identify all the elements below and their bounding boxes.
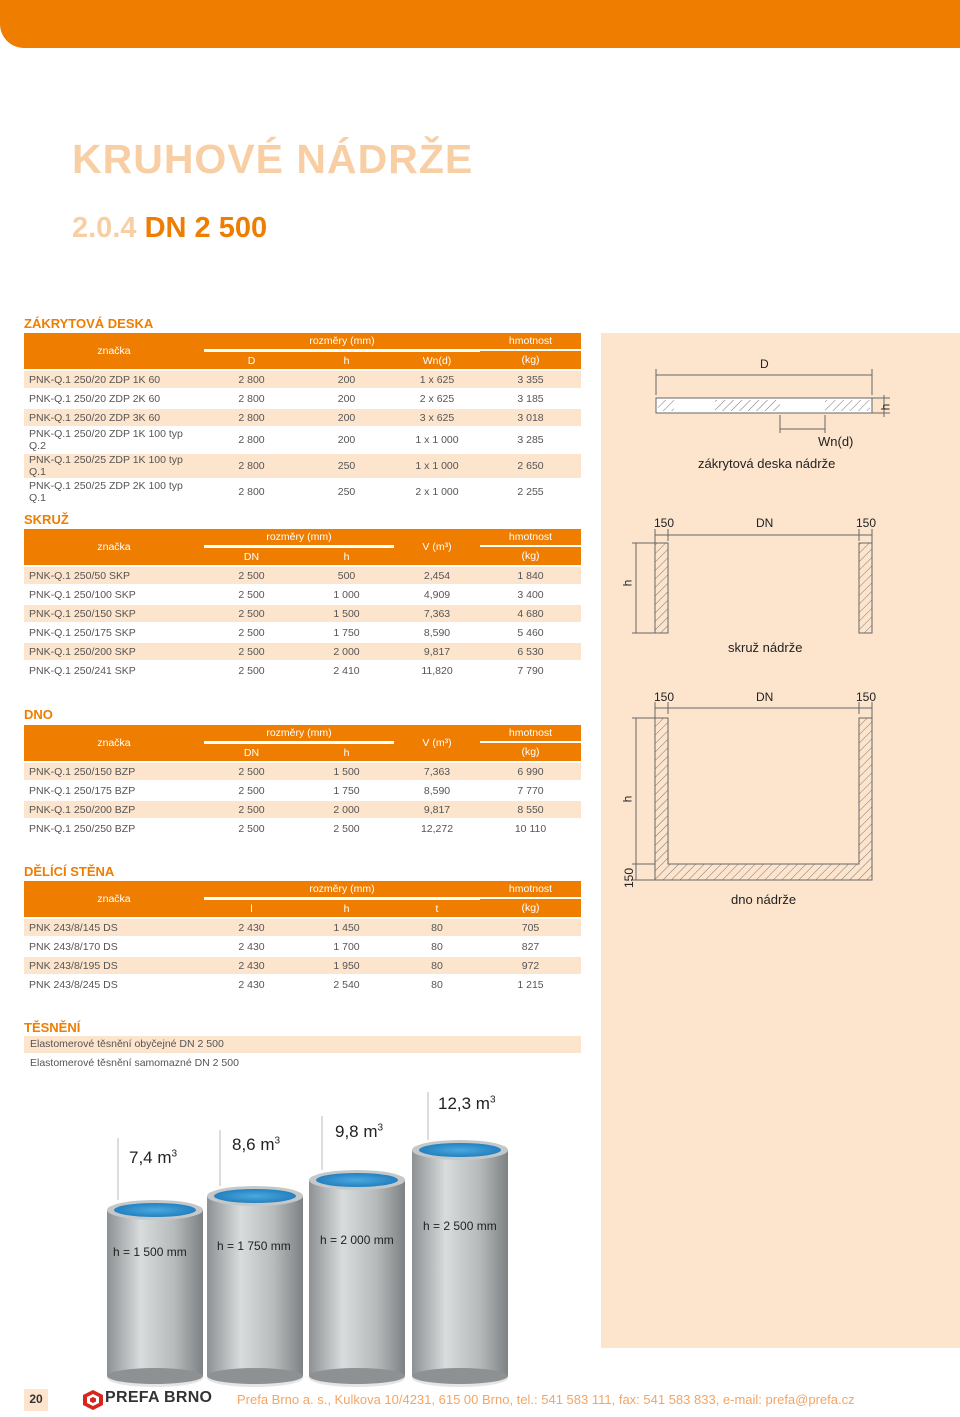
tank-volume: 9,8 $m^3$ bbox=[335, 1122, 384, 1141]
col-h: h bbox=[299, 743, 394, 761]
table-cell: 9,817 bbox=[394, 643, 480, 660]
table-cell: 2 430 bbox=[238, 978, 265, 991]
table-cell: 11,820 bbox=[421, 664, 453, 677]
tank-height: h = 1 500 mm bbox=[113, 1245, 187, 1259]
page-subtitle bbox=[72, 212, 267, 245]
tanks-illustration bbox=[0, 1080, 600, 1380]
col-t: t bbox=[394, 899, 480, 917]
col-dn: DN bbox=[204, 743, 299, 761]
dno-dim-right: 150 bbox=[856, 690, 877, 704]
table-cell: 1 000 bbox=[333, 588, 360, 601]
table-cell: 2 500 bbox=[204, 801, 299, 818]
table-cell: 1 840 bbox=[480, 567, 581, 584]
table-cell: 6 530 bbox=[480, 643, 581, 660]
table-cell: 2 500 bbox=[238, 664, 265, 677]
col-dn: DN bbox=[204, 547, 299, 565]
tesneni-item: Elastomerové těsnění obyčejné DN 2 500 bbox=[24, 1036, 581, 1053]
footer-contact: Prefa Brno a. s., Kulkova 10/4231, 615 00 Brno, tel.: 541 583 111, fax: 541 583 833, e-mail: prefa@prefa.cz bbox=[237, 1392, 855, 1407]
table-cell: 2 540 bbox=[333, 978, 360, 991]
table-cell: 12,272 bbox=[420, 822, 454, 835]
table-cell: 4 680 bbox=[480, 605, 581, 622]
col-znacka: značka bbox=[24, 881, 204, 917]
table-cell: 2 500 bbox=[238, 588, 265, 601]
col-hmotnost: hmotnost bbox=[480, 333, 581, 349]
table-cell: 2 800 bbox=[238, 486, 265, 498]
table-cell: 2 500 bbox=[204, 605, 299, 622]
table-row bbox=[24, 976, 581, 993]
table-cell: 200 bbox=[337, 434, 356, 446]
col-v: V (m³) bbox=[394, 725, 480, 761]
table-row bbox=[24, 957, 581, 974]
dno-dim-dn: DN bbox=[756, 690, 774, 704]
col-l: l bbox=[204, 899, 299, 917]
cell-znacka: PNK-Q.1 250/20 ZDP 1K 100 typ Q.2 bbox=[29, 428, 183, 452]
table-cell: 2 500 bbox=[238, 626, 265, 639]
table-cell: 1 215 bbox=[517, 978, 544, 991]
table-cell: 2 255 bbox=[517, 486, 544, 498]
table-cell: 1 x 1 000 bbox=[415, 434, 459, 446]
cell-znacka: PNK-Q.1 250/50 SKP bbox=[24, 567, 204, 584]
dno-dim-bottom: 150 bbox=[622, 867, 637, 889]
table-cell: 10 110 bbox=[514, 822, 547, 835]
deska-dim-d: D bbox=[760, 357, 769, 371]
table-cell: 1 750 bbox=[333, 784, 360, 797]
col-kg: (kg) bbox=[480, 547, 581, 565]
cell-znacka: PNK-Q.1 250/250 BZP bbox=[29, 822, 136, 835]
table-row bbox=[24, 643, 581, 660]
table-cell: 2 000 bbox=[299, 643, 394, 660]
table-cell: 3 400 bbox=[517, 588, 544, 601]
table-cell: 1 450 bbox=[299, 919, 394, 936]
table-row bbox=[24, 763, 581, 780]
col-rozmery: rozměry (mm) bbox=[204, 725, 394, 741]
brand-name: PREFA BRNO bbox=[105, 1389, 213, 1406]
cell-znacka: PNK-Q.1 250/25 ZDP 2K 100 typ Q.1 bbox=[29, 480, 183, 504]
dno-drawing bbox=[600, 688, 960, 888]
col-znacka: značka bbox=[24, 529, 204, 565]
table-cell: 827 bbox=[521, 940, 540, 953]
table-cell: 250 bbox=[299, 454, 394, 478]
table-cell: 1 500 bbox=[299, 605, 394, 622]
table-cell: 250 bbox=[337, 486, 356, 498]
table-cell: 6 990 bbox=[480, 763, 581, 780]
table-cell: 8,590 bbox=[423, 784, 451, 797]
table-cell: 2 800 bbox=[238, 392, 265, 405]
table-row bbox=[24, 782, 581, 799]
table-cell: 2 430 bbox=[238, 940, 265, 953]
table-cell: 2 000 bbox=[299, 801, 394, 818]
col-hmotnost: hmotnost bbox=[480, 529, 581, 545]
table-cell: 1 500 bbox=[299, 763, 394, 780]
cell-znacka: PNK-Q.1 250/150 BZP bbox=[24, 763, 204, 780]
table-cell: 2 500 bbox=[333, 822, 360, 835]
tank-volume: 7,4 $m^3$ bbox=[129, 1148, 178, 1167]
col-kg: (kg) bbox=[480, 743, 581, 761]
page-title: KRUHOVÉ NÁDRŽE bbox=[72, 136, 474, 182]
table-cell: 3 018 bbox=[480, 409, 581, 426]
skruz-dim-dn: DN bbox=[756, 516, 774, 530]
cell-znacka: PNK 243/8/195 DS bbox=[24, 957, 204, 974]
tank-height: h = 2 000 mm bbox=[320, 1233, 394, 1247]
table-cell: 80 bbox=[394, 957, 480, 974]
tesneni-item: Elastomerové těsnění samomazné DN 2 500 bbox=[30, 1057, 239, 1069]
table-row bbox=[24, 919, 581, 936]
zakrytova-table bbox=[24, 331, 581, 506]
skruz-dim-h: h bbox=[620, 579, 635, 587]
table-cell: 200 bbox=[299, 371, 394, 388]
cell-znacka: PNK-Q.1 250/241 SKP bbox=[29, 664, 136, 677]
col-d: D bbox=[204, 351, 299, 369]
table-row bbox=[24, 480, 581, 504]
section-title-skruz: SKRUŽ bbox=[24, 512, 69, 527]
section-name: DN 2 500 bbox=[144, 212, 268, 244]
table-cell: 7 790 bbox=[517, 664, 544, 677]
table-cell: 80 bbox=[431, 940, 443, 953]
cell-znacka: PNK-Q.1 250/175 SKP bbox=[29, 626, 136, 639]
table-cell: 2 x 625 bbox=[419, 392, 455, 405]
col-znacka: značka bbox=[24, 725, 204, 761]
table-row bbox=[24, 390, 581, 407]
skruz-dim-right: 150 bbox=[856, 516, 877, 530]
table-cell: 2 500 bbox=[204, 763, 299, 780]
cell-znacka: PNK-Q.1 250/25 ZDP 1K 100 typ Q.1 bbox=[24, 454, 204, 478]
table-cell: 8 550 bbox=[480, 801, 581, 818]
dno-table bbox=[24, 723, 581, 839]
skruz-caption: skruž nádrže bbox=[728, 640, 803, 655]
table-row bbox=[24, 567, 581, 584]
tank-volume: 12,3 $m^3$ bbox=[438, 1094, 496, 1113]
table-cell: 2 500 bbox=[238, 784, 265, 797]
table-cell: 8,590 bbox=[423, 626, 451, 639]
tesneni-list bbox=[24, 1036, 581, 1074]
col-kg: (kg) bbox=[480, 899, 581, 917]
tank-height: h = 1 750 mm bbox=[217, 1239, 291, 1253]
section-title-dno: DNO bbox=[24, 707, 53, 722]
cell-znacka: PNK-Q.1 250/200 SKP bbox=[24, 643, 204, 660]
section-title-zakrytova: ZÁKRYTOVÁ DESKA bbox=[24, 316, 154, 331]
tank-height: h = 2 500 mm bbox=[423, 1219, 497, 1233]
cell-znacka: PNK-Q.1 250/200 BZP bbox=[24, 801, 204, 818]
tank-volume: 8,6 $m^3$ bbox=[232, 1135, 281, 1154]
table-cell: 3 355 bbox=[480, 371, 581, 388]
table-cell: 80 bbox=[394, 919, 480, 936]
table-cell: 500 bbox=[299, 567, 394, 584]
table-cell: 200 bbox=[299, 409, 394, 426]
col-znacka: značka bbox=[24, 333, 204, 369]
table-row bbox=[24, 409, 581, 426]
table-cell: 705 bbox=[480, 919, 581, 936]
table-row bbox=[24, 428, 581, 452]
col-v: V (m³) bbox=[394, 529, 480, 565]
table-cell: 1 950 bbox=[299, 957, 394, 974]
col-kg: (kg) bbox=[480, 351, 581, 369]
table-cell: 1 x 625 bbox=[394, 371, 480, 388]
cell-znacka: PNK 243/8/245 DS bbox=[29, 978, 118, 991]
table-row bbox=[24, 586, 581, 603]
table-cell: 2 800 bbox=[204, 371, 299, 388]
col-h: h bbox=[299, 351, 394, 369]
cell-znacka: PNK-Q.1 250/175 BZP bbox=[29, 784, 136, 797]
col-hmotnost: hmotnost bbox=[480, 881, 581, 897]
table-cell: 4,909 bbox=[423, 588, 451, 601]
prefa-logo-icon bbox=[82, 1389, 104, 1411]
table-row bbox=[24, 605, 581, 622]
page-number: 20 bbox=[29, 1392, 43, 1406]
table-row bbox=[24, 454, 581, 478]
col-h: h bbox=[299, 547, 394, 565]
deska-caption: zákrytová deska nádrže bbox=[698, 456, 836, 471]
cell-znacka: PNK-Q.1 250/20 ZDP 3K 60 bbox=[24, 409, 204, 426]
section-number: 2.0.4 bbox=[72, 212, 137, 244]
cell-znacka: PNK-Q.1 250/100 SKP bbox=[29, 588, 136, 601]
table-cell: 2 500 bbox=[204, 567, 299, 584]
table-cell: 3 285 bbox=[517, 434, 544, 446]
dno-caption: dno nádrže bbox=[731, 892, 797, 907]
table-row bbox=[24, 801, 581, 818]
dno-dim-h: h bbox=[620, 795, 635, 803]
table-row bbox=[24, 371, 581, 388]
top-bar bbox=[0, 0, 960, 48]
table-cell: 1 750 bbox=[333, 626, 360, 639]
col-rozmery: rozměry (mm) bbox=[204, 881, 480, 897]
table-cell: 2,454 bbox=[394, 567, 480, 584]
col-rozmery: rozměry (mm) bbox=[204, 529, 394, 545]
table-row bbox=[24, 938, 581, 955]
skruz-dim-left: 150 bbox=[654, 516, 675, 530]
table-cell: 2 500 bbox=[204, 643, 299, 660]
table-cell: 2 410 bbox=[333, 664, 360, 677]
section-title-stena: DĚLÍCÍ STĚNA bbox=[24, 864, 115, 879]
table-cell: 3 185 bbox=[517, 392, 544, 405]
table-cell: 1 700 bbox=[333, 940, 360, 953]
table-row bbox=[24, 662, 581, 679]
skruz-table bbox=[24, 527, 581, 681]
table-cell: 2 430 bbox=[204, 957, 299, 974]
table-cell: 7 770 bbox=[517, 784, 544, 797]
table-cell: 1 x 1 000 bbox=[394, 454, 480, 478]
table-cell: 2 430 bbox=[204, 919, 299, 936]
cell-znacka: PNK 243/8/145 DS bbox=[24, 919, 204, 936]
stena-table bbox=[24, 879, 581, 995]
deska-dim-h: h bbox=[878, 403, 893, 411]
table-cell: 7,363 bbox=[394, 763, 480, 780]
col-hmotnost: hmotnost bbox=[480, 725, 581, 741]
table-cell: 7,363 bbox=[394, 605, 480, 622]
cell-znacka: PNK-Q.1 250/150 SKP bbox=[24, 605, 204, 622]
col-rozmery: rozměry (mm) bbox=[204, 333, 480, 349]
table-cell: 2 800 bbox=[204, 409, 299, 426]
table-row bbox=[24, 624, 581, 641]
table-cell: 972 bbox=[480, 957, 581, 974]
table-cell: 2 800 bbox=[204, 454, 299, 478]
table-cell: 2 x 1 000 bbox=[415, 486, 459, 498]
table-cell: 2 650 bbox=[480, 454, 581, 478]
table-cell: 5 460 bbox=[517, 626, 544, 639]
table-cell: 3 x 625 bbox=[394, 409, 480, 426]
table-cell: 2 800 bbox=[238, 434, 265, 446]
section-title-tesneni: TĚSNĚNÍ bbox=[24, 1020, 81, 1035]
table-cell: 200 bbox=[337, 392, 356, 405]
cell-znacka: PNK-Q.1 250/20 ZDP 2K 60 bbox=[29, 392, 161, 405]
dno-dim-left: 150 bbox=[654, 690, 675, 704]
col-h: h bbox=[299, 899, 394, 917]
col-wn: Wn(d) bbox=[394, 351, 480, 369]
table-cell: 9,817 bbox=[394, 801, 480, 818]
cell-znacka: PNK 243/8/170 DS bbox=[29, 940, 118, 953]
table-cell: 2 500 bbox=[238, 822, 265, 835]
deska-dim-wn: Wn(d) bbox=[818, 434, 854, 449]
table-row bbox=[24, 820, 581, 837]
table-cell: 80 bbox=[431, 978, 443, 991]
cell-znacka: PNK-Q.1 250/20 ZDP 1K 60 bbox=[24, 371, 204, 388]
